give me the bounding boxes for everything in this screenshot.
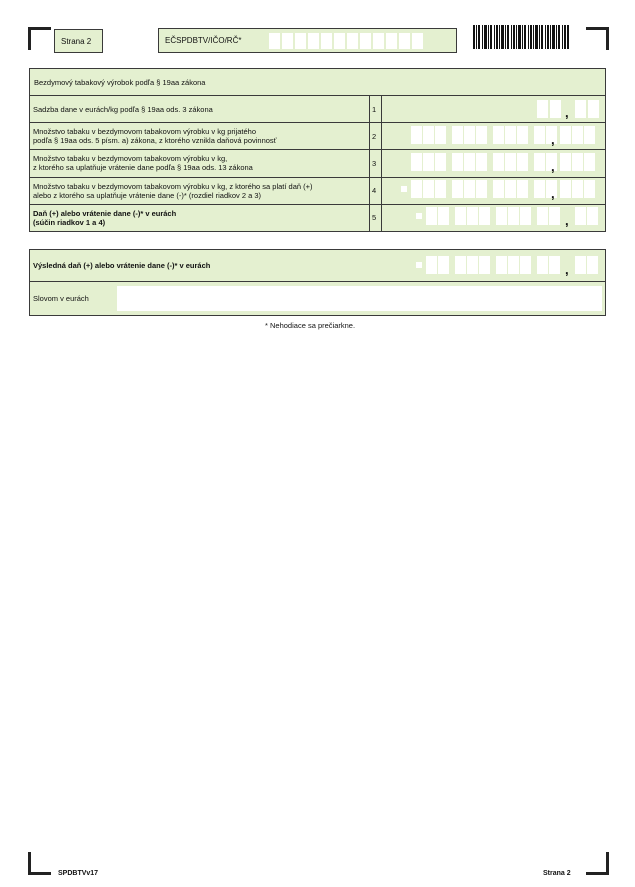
row3-label-line1: Množstvo tabaku v bezdymovom tabakovom výrobku v kg, — [33, 154, 228, 163]
result-label: Výsledná daň (+) alebo vrátenie dane (-)* v eurách — [33, 261, 211, 270]
row2-label-line2: podľa § 19aa ods. 5 písm. a) zákona, z ktorého vznikla daňová povinnosť — [33, 136, 277, 145]
row3-integer-cells[interactable] — [411, 153, 557, 174]
row1-label: Sadzba dane v eurách/kg podľa § 19aa ods. 3 zákona — [33, 105, 213, 114]
footnote: * Nehodiace sa prečiarkne. — [265, 321, 356, 330]
corner-mark-top-right — [586, 27, 609, 50]
row-divider — [29, 95, 606, 96]
result-decimal-comma: , — [565, 262, 569, 277]
row-divider — [29, 204, 606, 205]
row3-number: 3 — [372, 159, 377, 168]
id-field[interactable] — [158, 28, 457, 53]
row2-integer-cells[interactable] — [411, 126, 557, 147]
corner-mark-bottom-right — [586, 852, 609, 875]
row5-label-line1: Daň (+) alebo vrátenie dane (-)* v eurách — [33, 209, 177, 218]
row3-decimal-comma: , — [551, 159, 555, 174]
words-input[interactable] — [117, 286, 602, 311]
id-field-cells[interactable] — [269, 33, 423, 49]
section-title: Bezdymový tabakový výrobok podľa § 19aa zákona — [34, 78, 206, 87]
row5-label-line2: (súčin riadkov 1 a 4) — [33, 218, 106, 227]
corner-mark-top-left — [28, 27, 51, 50]
footer-form-code: SPDBTVv17 — [58, 870, 99, 877]
result-decimal-cells[interactable] — [575, 256, 598, 274]
row5-decimal-cells[interactable] — [575, 207, 598, 225]
row4-label-line1: Množstvo tabaku v bezdymovom tabakovom výrobku v kg, z ktorého sa platí daň (+) — [33, 182, 313, 191]
row5-number: 5 — [372, 213, 377, 222]
row5-sign-box[interactable] — [416, 213, 422, 219]
row2-label-line1: Množstvo tabaku v bezdymovom tabakovom výrobku v kg prijatého — [33, 127, 257, 136]
row1-integer-cells[interactable] — [537, 100, 561, 118]
row4-sign-box[interactable] — [401, 186, 407, 192]
result-integer-cells[interactable] — [426, 256, 560, 274]
words-label: Slovom v eurách — [33, 294, 89, 303]
row3-decimal-cells[interactable] — [560, 153, 595, 171]
row4-number: 4 — [372, 186, 377, 195]
result-sign-box[interactable] — [416, 262, 422, 268]
row2-decimal-comma: , — [551, 132, 555, 147]
id-field-label: EČSPDBTV/IČO/RČ* — [165, 36, 242, 45]
row1-decimal-cells[interactable] — [575, 100, 599, 118]
row1-number: 1 — [372, 105, 377, 114]
row2-number: 2 — [372, 132, 377, 141]
row-divider — [29, 122, 606, 123]
row5-integer-cells[interactable] — [426, 207, 560, 225]
row2-decimal-cells[interactable] — [560, 126, 595, 144]
barcode-image — [473, 25, 569, 49]
footer-page-label: Strana 2 — [543, 870, 571, 877]
row-divider — [29, 149, 606, 150]
row4-decimal-cells[interactable] — [560, 180, 595, 198]
row5-decimal-comma: , — [565, 213, 569, 228]
column-divider — [369, 95, 370, 232]
column-divider — [381, 95, 382, 232]
row-divider — [29, 177, 606, 178]
row4-label-line2: alebo z ktorého sa uplatňuje vrátenie dane (-)* (rozdiel riadkov 2 a 3) — [33, 191, 262, 200]
corner-mark-bottom-left — [28, 852, 51, 875]
row1-decimal-comma: , — [565, 105, 569, 120]
row4-decimal-comma: , — [551, 186, 555, 201]
page-label: Strana 2 — [61, 37, 92, 46]
row-divider — [29, 281, 606, 282]
row3-label-line2: z ktorého sa uplatňuje vrátenie dane podľa § 19aa ods. 13 zákona — [33, 163, 253, 172]
row4-integer-cells[interactable] — [411, 180, 557, 201]
page-label-box — [54, 29, 103, 53]
